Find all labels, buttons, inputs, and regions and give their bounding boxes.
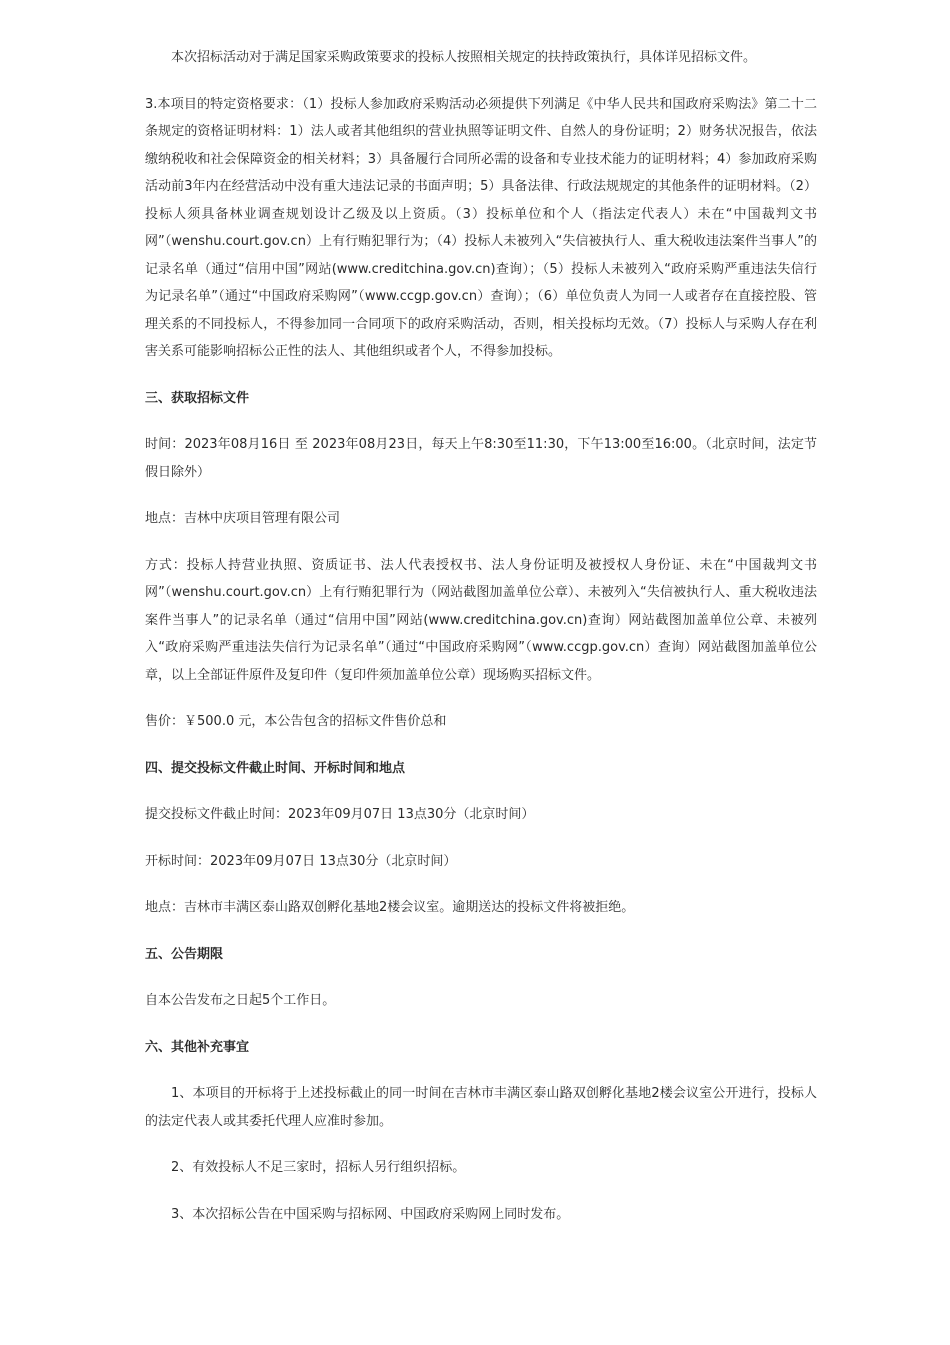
- qualification-paragraph: 3.本项目的特定资格要求：（1）投标人参加政府采购活动必须提供下列满足《中华人民共和国政府采购法》第二十二条规定的资格证明材料：1）法人或者其他组织的营业执照等证明文件、自然人的身份证明；2）财务状况报告，依法缴纳税收和社会保障资金的相关材料；3）具备履行合同所必需的设备和专业技术能力的证明材料；4）参加政府采购活动前3年内在经营活动中没有重大违法记录的书面声明；5）具备法律、行政法规规定的其他条件的证明材料。（2）投标人须具备林业调查规划设计乙级及以上资质。（3）投标单位和个人（指法定代表人）未在“中国裁判文书网”（wenshu.court.gov.cn）上有行贿犯罪行为；（4）投标人未被列入“失信被执行人、重大税收违法案件当事人”的记录名单（通过“信用中国”网站(www.creditchina.gov.cn)查询）；（5）投标人未被列入“政府采购严重违法失信行为记录名单”（通过“中国政府采购网”（www.ccgp.gov.cn）查询）；（6）单位负责人为同一人或者存在直接控股、管理关系的不同投标人，不得参加同一合同项下的政府采购活动，否则，相关投标均无效。（7）投标人与采购人存在利害关系可能影响招标公正性的法人、其他组织或者个人，不得参加投标。: [145, 96, 817, 359]
- section3-heading: 三、获取招标文件: [145, 390, 250, 406]
- section6-item-2: 2、有效投标人不足三家时，招标人另行组织招标。: [171, 1160, 466, 1175]
- section4-deadline: 提交投标文件截止时间：2023年09月07日 13点30分（北京时间）: [145, 807, 535, 822]
- section3-price: 售价：￥500.0 元，本公告包含的招标文件售价总和: [145, 714, 447, 729]
- section3-time: 时间：2023年08月16日 至 2023年08月23日，每天上午8:30至11:30，下午13:00至16:00。（北京时间，法定节假日除外）: [145, 437, 817, 480]
- section6-item-3: 3、本次招标公告在中国采购与招标网、中国政府采购网上同时发布。: [171, 1206, 570, 1222]
- section4-heading: 四、提交投标文件截止时间、开标时间和地点: [145, 760, 406, 776]
- section6-heading: 六、其他补充事宜: [145, 1039, 250, 1055]
- document-body: [145, 40, 817, 1228]
- section3-method: 方式：投标人持营业执照、资质证书、法人代表授权书、法人身份证明及被授权人身份证、未在“中国裁判文书网”（wenshu.court.gov.cn）上有行贿犯罪行为（网站截图加盖单位公章）、未被列入“失信被执行人、重大税收违法案件当事人”的记录名单（通过“信用中国”网站(www.creditchina.gov.cn)查询）网站截图加盖单位公章、未被列入“政府采购严重违法失信行为记录名单”（通过“中国政府采购网”（www.ccgp.gov.cn）查询）网站截图加盖单位公章，以上全部证件原件及复印件（复印件须加盖单位公章）现场购买招标文件。: [145, 557, 817, 683]
- section4-opening: 开标时间：2023年09月07日 13点30分（北京时间）: [145, 853, 457, 869]
- section3-place: 地点：吉林中庆项目管理有限公司: [145, 511, 341, 526]
- policy-paragraph: 本次招标活动对于满足国家采购政策要求的投标人按照相关规定的扶持政策执行，具体详见招标文件。: [171, 50, 757, 65]
- section5-heading: 五、公告期限: [145, 946, 224, 962]
- section6-item-1: 1、本项目的开标将于上述投标截止的同一时间在吉林市丰满区泰山路双创孵化基地2楼会议室公开进行，投标人的法定代表人或其委托代理人应准时参加。: [145, 1086, 817, 1129]
- section5-text: 自本公告发布之日起5个工作日。: [145, 993, 336, 1008]
- section4-place: 地点：吉林市丰满区泰山路双创孵化基地2楼会议室。逾期送达的投标文件将被拒绝。: [145, 900, 635, 915]
